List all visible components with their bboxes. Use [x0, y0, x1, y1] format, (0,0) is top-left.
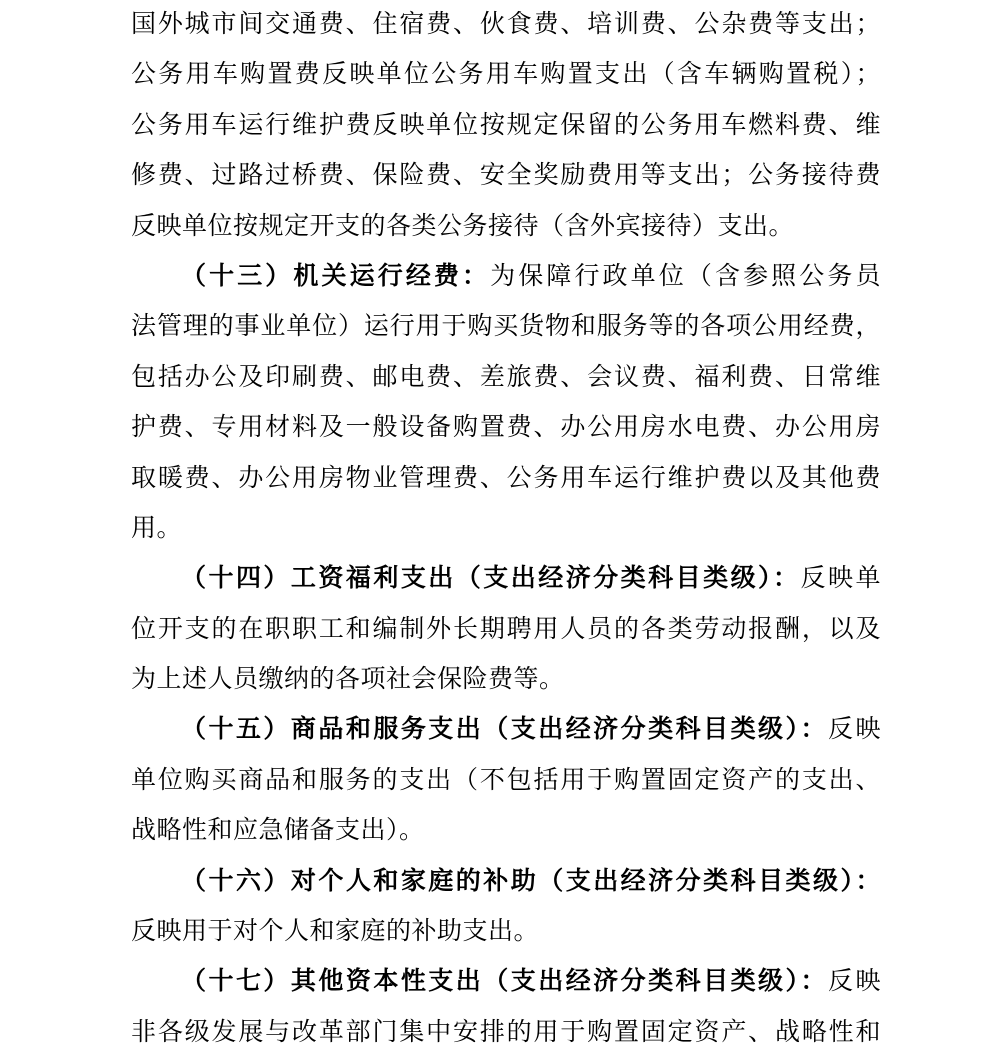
- text-line: [131, 151, 881, 201]
- text-line: [131, 756, 881, 806]
- body-text-run: 战略性和应急储备支出）。: [131, 817, 425, 845]
- body-text-run: 反映: [828, 716, 881, 744]
- text-line: [131, 202, 881, 252]
- text-line: [131, 857, 881, 907]
- text-line: [131, 957, 881, 1007]
- body-text-run: 法管理的事业单位）运行用于购买货物和服务等的各项公用经费，: [131, 313, 881, 341]
- body-text-run: 为上述人员缴纳的各项社会保险费等。: [131, 666, 565, 694]
- body-text-run: 取暖费、办公用房物业管理费、公务用车运行维护费以及其他费: [131, 464, 881, 492]
- heading-text-run: （十七）其他资本性支出（支出经济分类科目类级）：: [181, 968, 828, 996]
- text-line: [131, 101, 881, 151]
- heading-text-run: （十四）工资福利支出（支出经济分类科目类级）：: [181, 565, 801, 593]
- heading-text-run: （十三）机关运行经费：: [181, 262, 491, 290]
- body-text-run: 反映单位按规定开支的各类公务接待（含外宾接待）支出。: [131, 212, 795, 240]
- body-text-run: 为保障行政单位（含参照公务员: [490, 262, 881, 290]
- body-text-run: 非各级发展与改革部门集中安排的用于购置固定资产、战略性和: [131, 1018, 881, 1046]
- body-text-run: 护费、专用材料及一般设备购置费、办公用房水电费、办公用房: [131, 414, 881, 442]
- text-line: [131, 806, 881, 856]
- text-line: [131, 454, 881, 504]
- body-text-run: 包括办公及印刷费、邮电费、差旅费、会议费、福利费、日常维: [131, 363, 881, 391]
- body-text-run: 反映单: [800, 565, 881, 593]
- text-line: [131, 554, 881, 604]
- heading-text-run: （十五）商品和服务支出（支出经济分类科目类级）：: [181, 716, 828, 744]
- text-line: [131, 0, 881, 50]
- text-line: [131, 504, 881, 554]
- text-line: [131, 1008, 881, 1058]
- body-text-run: 国外城市间交通费、住宿费、伙食费、培训费、公杂费等支出；: [131, 11, 881, 38]
- body-text-run: 修费、过路过桥费、保险费、安全奖励费用等支出；公务接待费: [131, 162, 881, 190]
- text-line: [131, 252, 881, 302]
- body-text-run: 公务用车购置费反映单位公务用车购置支出（含车辆购置税）；: [131, 61, 881, 89]
- text-line: [131, 302, 881, 352]
- text-line: [131, 403, 881, 453]
- body-text-run: 公务用车运行维护费反映单位按规定保留的公务用车燃料费、维: [131, 111, 881, 139]
- body-text-run: 反映: [828, 968, 881, 996]
- text-line: [131, 50, 881, 100]
- text-line: [131, 907, 881, 957]
- body-text-run: 位开支的在职职工和编制外长期聘用人员的各类劳动报酬，以及: [131, 615, 881, 643]
- text-line: [131, 705, 881, 755]
- text-line: [131, 353, 881, 403]
- body-text-run: 反映用于对个人和家庭的补助支出。: [131, 918, 540, 946]
- body-text-run: 单位购买商品和服务的支出（不包括用于购置固定资产的支出、: [131, 766, 881, 794]
- body-text-run: 用。: [131, 514, 183, 542]
- text-line: [131, 605, 881, 655]
- text-line: [131, 655, 881, 705]
- heading-text-run: （十六）对个人和家庭的补助（支出经济分类科目类级）：: [181, 867, 881, 895]
